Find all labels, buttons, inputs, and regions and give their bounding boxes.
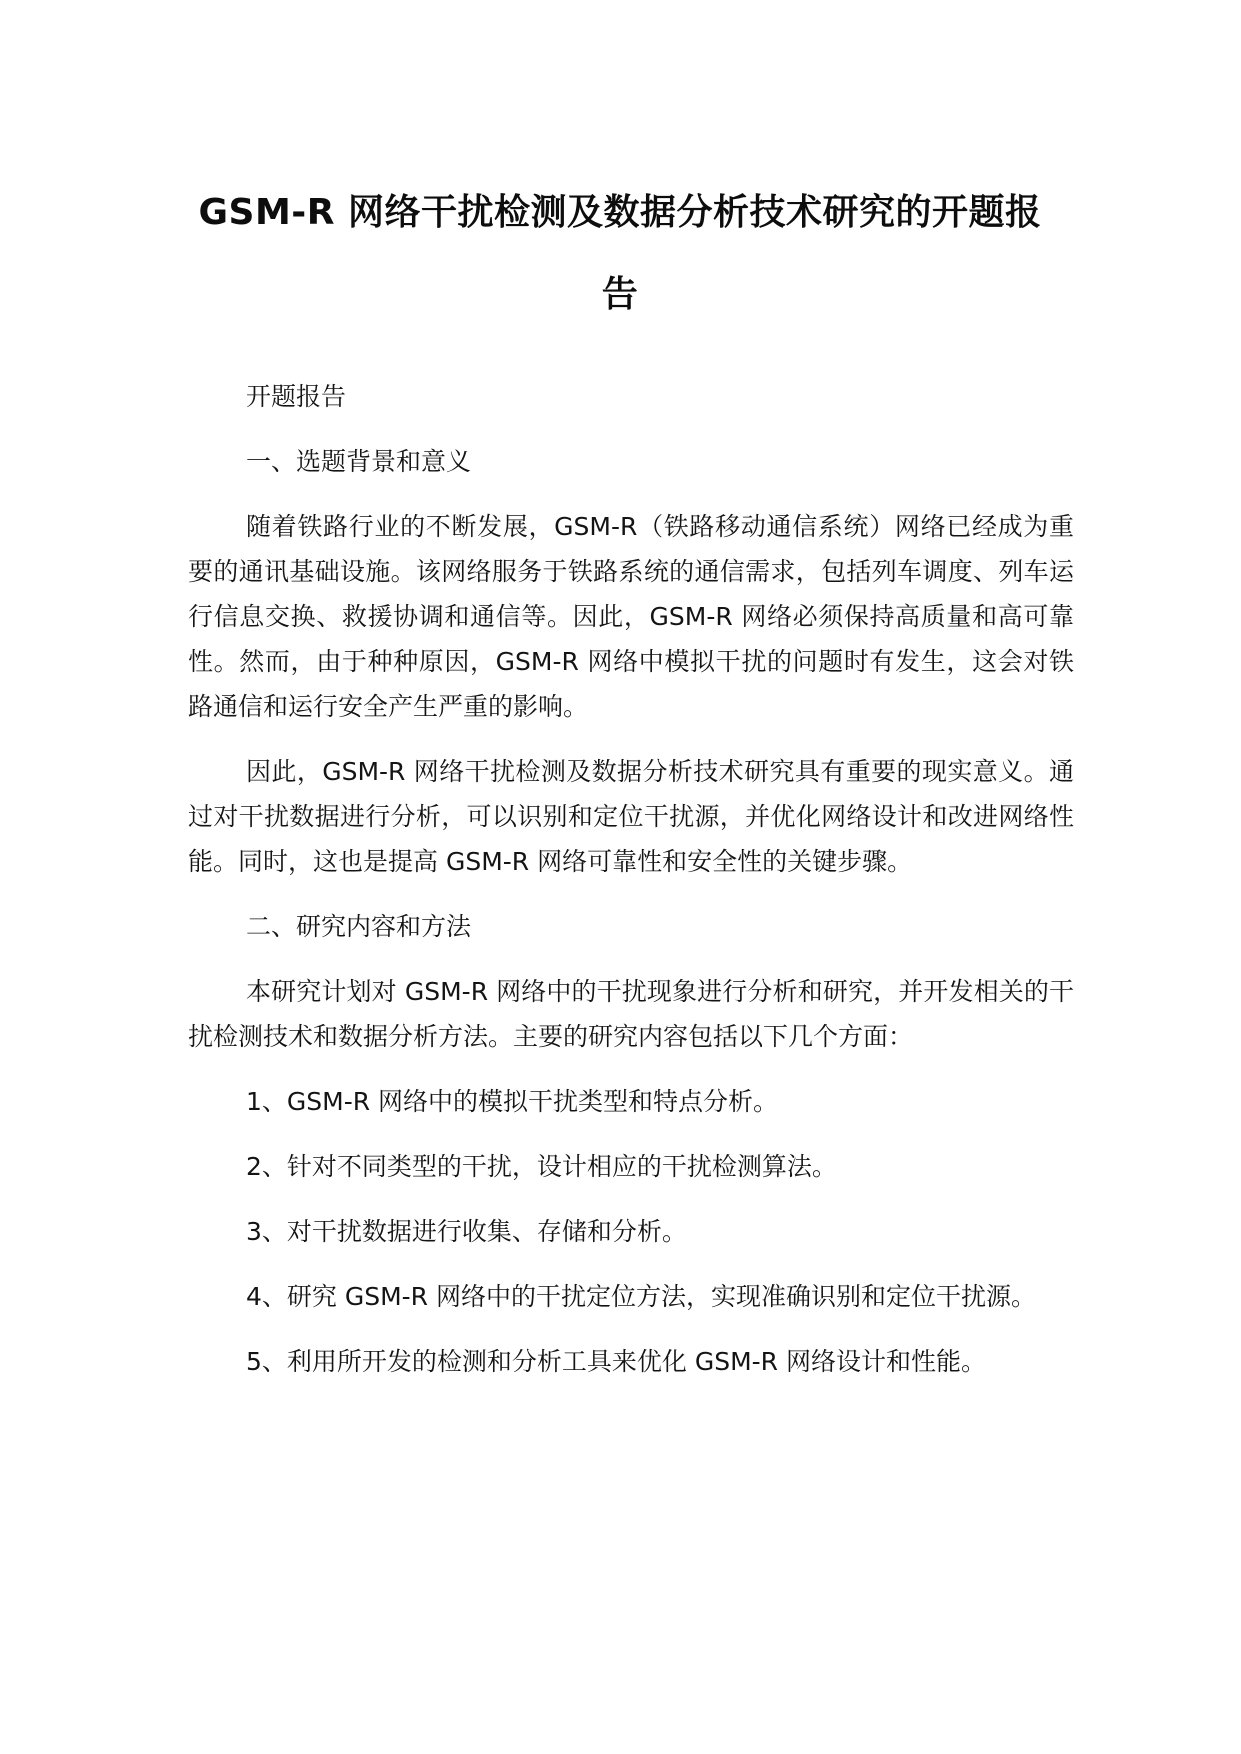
list-item: 3、对干扰数据进行收集、存储和分析。: [246, 1217, 687, 1246]
section-1-heading: 一、选题背景和意义: [246, 447, 472, 476]
title-line-1: GSM-R 网络干扰检测及数据分析技术研究的开题报: [198, 192, 1042, 233]
section-2-intro: 本研究计划对 GSM-R 网络中的干扰现象进行分析和研究，并开发相关的干扰检测技术和数据分析方法。主要的研究内容包括以下几个方面：: [188, 977, 1074, 1051]
report-heading: 开题报告: [246, 382, 347, 411]
list-item: 2、针对不同类型的干扰，设计相应的干扰检测算法。: [246, 1152, 837, 1181]
section-1-paragraph-2: 因此，GSM-R 网络干扰检测及数据分析技术研究具有重要的现实意义。通过对干扰数据进行分析，可以识别和定位干扰源，并优化网络设计和改进网络性能。同时，这也是提高 GSM-R 网络可靠性和安全性的关键步骤。: [188, 757, 1074, 876]
document-body: [188, 374, 1074, 1384]
document-title: [190, 172, 1050, 336]
section-2-heading: 二、研究内容和方法: [246, 912, 472, 941]
section-1-paragraph-1: 随着铁路行业的不断发展，GSM-R（铁路移动通信系统）网络已经成为重要的通讯基础设施。该网络服务于铁路系统的通信需求，包括列车调度、列车运行信息交换、救援协调和通信等。因此，GSM-R 网络必须保持高质量和高可靠性。然而，由于种种原因，GSM-R 网络中模拟干扰的问题时有发生，这会对铁路通信和运行安全产生严重的影响。: [188, 512, 1074, 721]
list-item: 4、研究 GSM-R 网络中的干扰定位方法，实现准确识别和定位干扰源。: [246, 1282, 1037, 1311]
title-line-2: 告: [601, 274, 639, 315]
list-item: 5、利用所开发的检测和分析工具来优化 GSM-R 网络设计和性能。: [246, 1347, 987, 1376]
list-item: 1、GSM-R 网络中的模拟干扰类型和特点分析。: [246, 1087, 779, 1116]
